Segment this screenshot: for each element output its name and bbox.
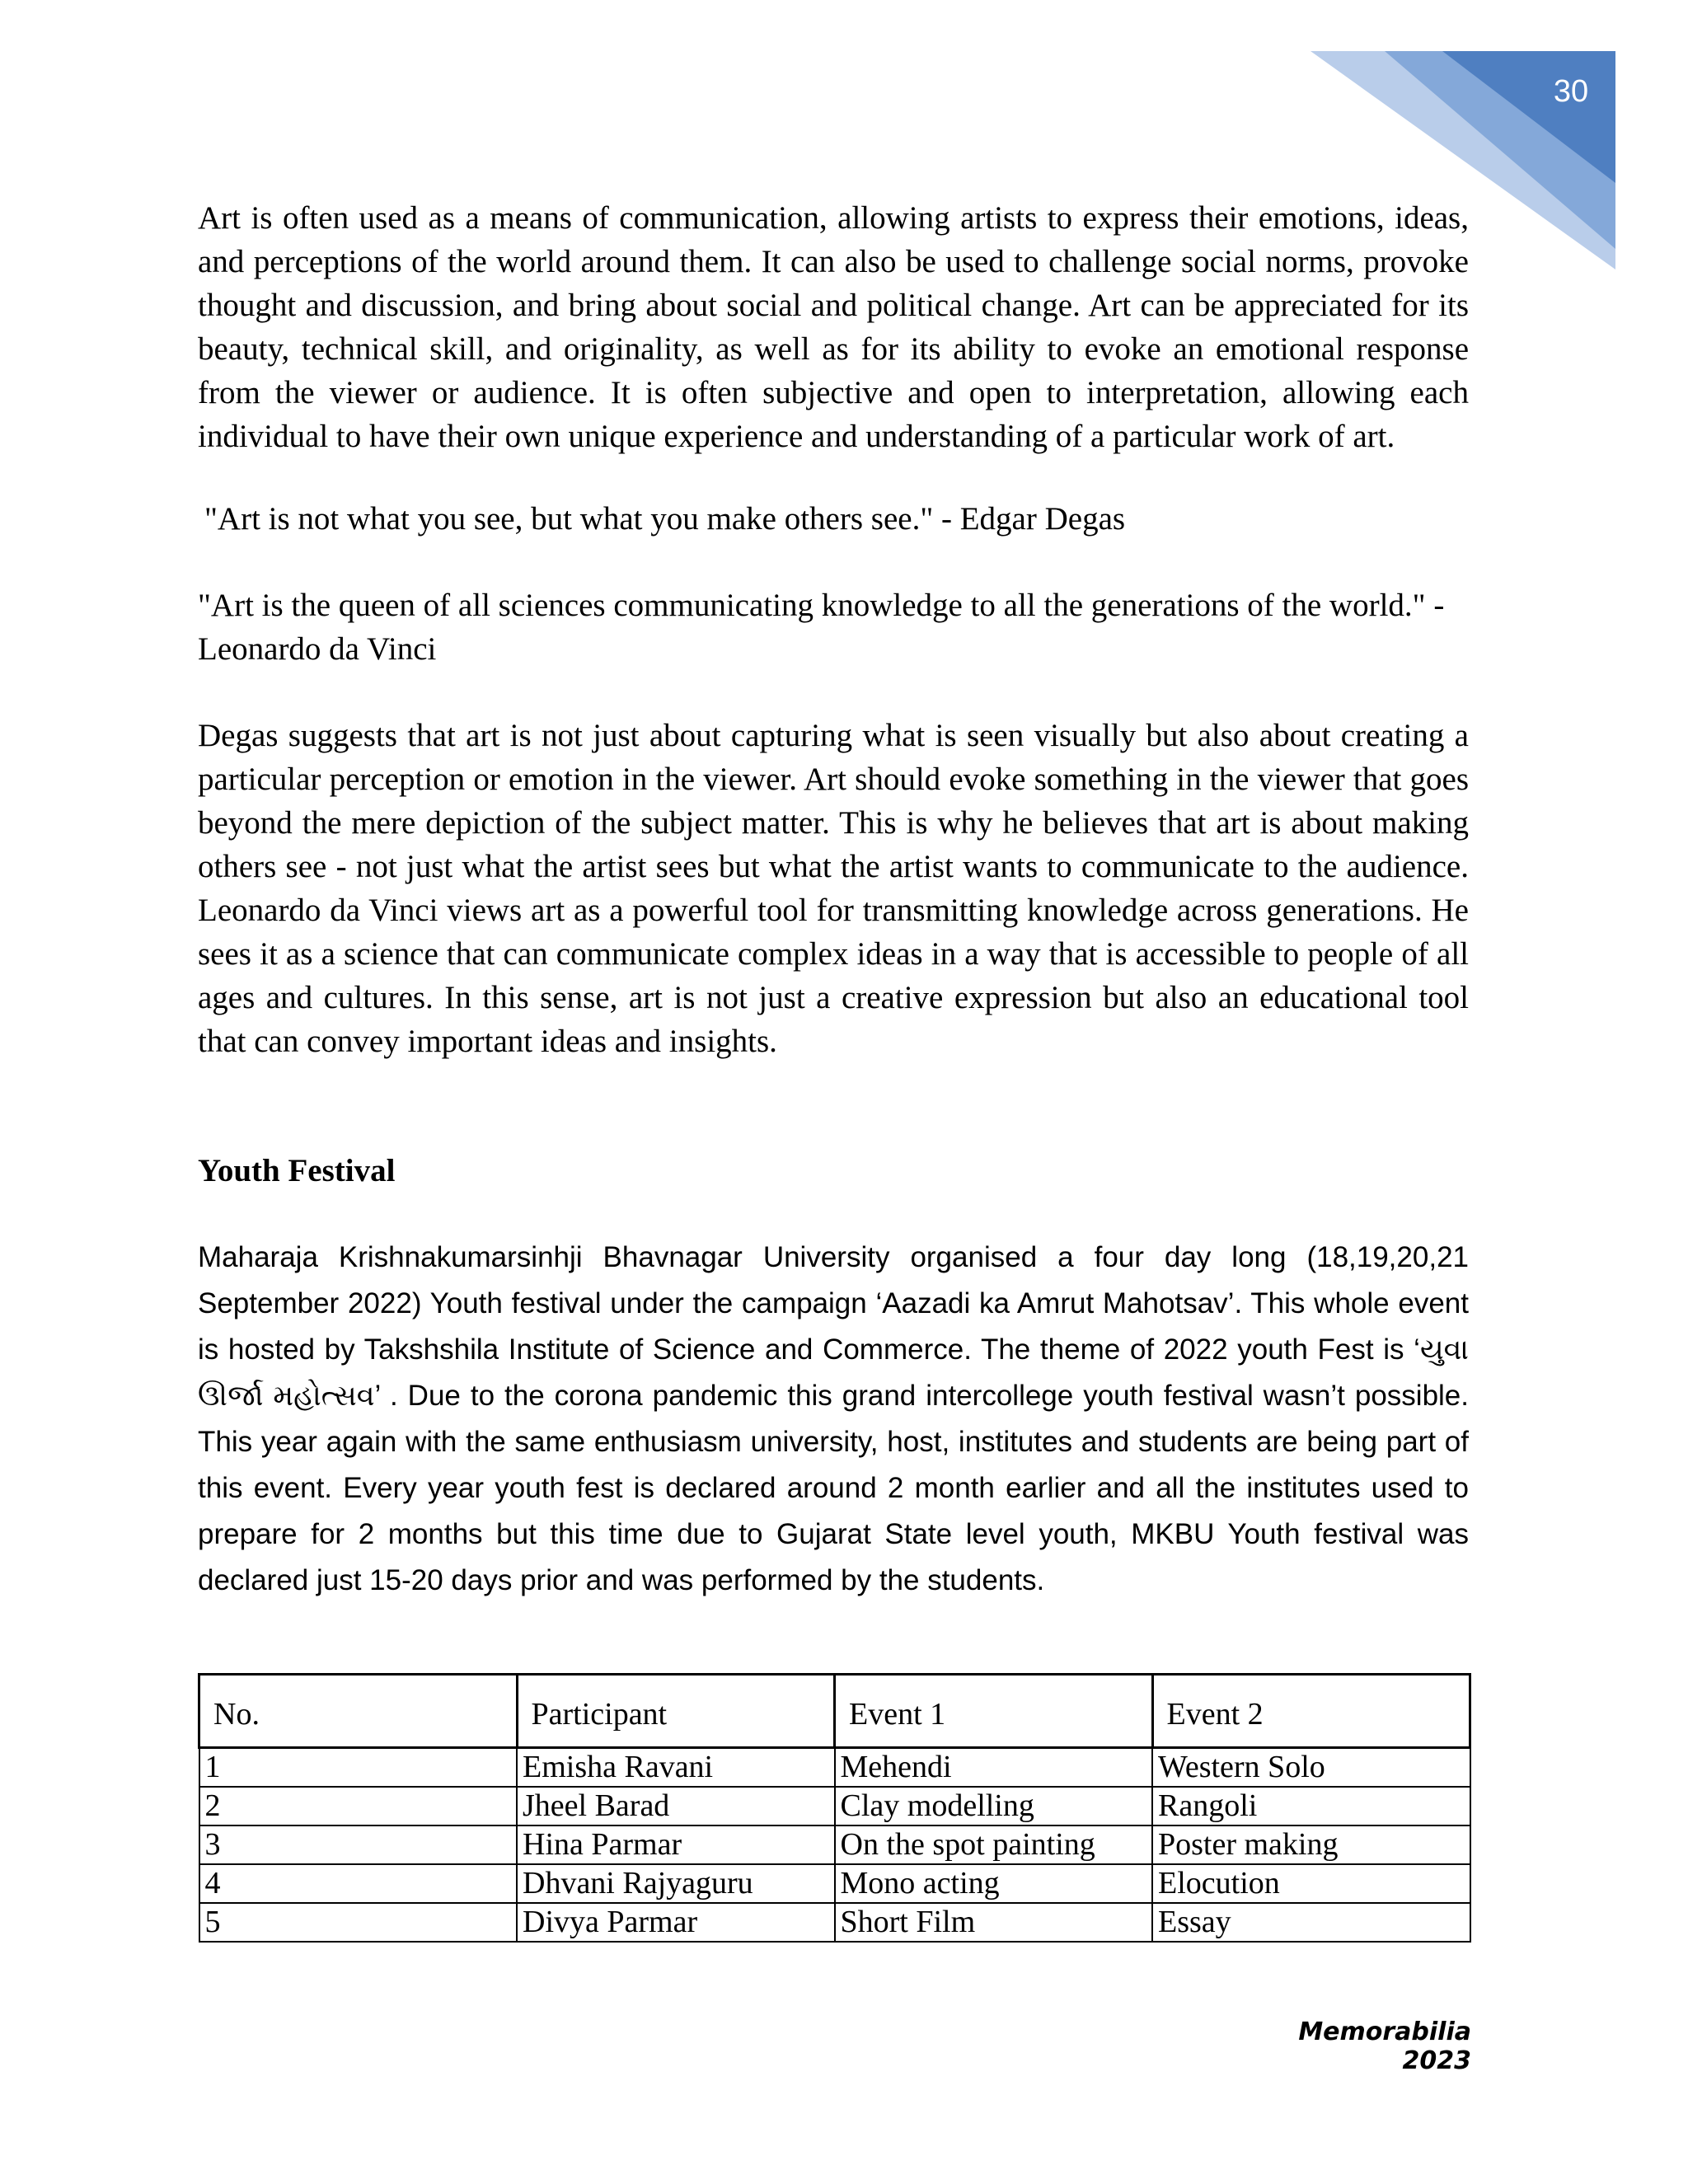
cell-event-1: Mono acting <box>835 1864 1153 1903</box>
page-number: 30 <box>1553 74 1589 109</box>
cell-event-1: Clay modelling <box>835 1787 1153 1825</box>
cell-no: 3 <box>199 1825 518 1864</box>
cell-no: 2 <box>199 1787 518 1825</box>
cell-no: 4 <box>199 1864 518 1903</box>
cell-event-2: Rangoli <box>1152 1787 1470 1825</box>
cell-no: 1 <box>199 1748 518 1788</box>
table-row <box>199 1825 1470 1864</box>
paragraph-youth-festival: Maharaja Krishnakumarsinhji Bhavnagar University organised a four day long (18,19,20,21 September 2022) Youth festival under the campaign ‘Aazadi ka Amrut Mahotsav’. This whole event is hosted by Takshshila Institute of Science and Commerce. The theme of 2022 youth Fest is ‘યુવા ઊર્જા મહોત્સવ’ . Due to the corona pandemic this grand intercollege youth festival wasn’t possible. This year again with the same enthusiasm university, host, institutes and students are being part of this event. Every year youth fest is declared around 2 month earlier and all the institutes used to prepare for 2 months but this time due to Gujarat State level youth, MKBU Youth festival was declared just 15-20 days prior and was performed by the students. <box>198 1241 1469 1596</box>
cell-event-2: Poster making <box>1152 1825 1470 1864</box>
cell-event-2: Elocution <box>1152 1864 1470 1903</box>
cell-event-2: Essay <box>1152 1903 1470 1942</box>
table-row <box>199 1864 1470 1903</box>
table-row <box>199 1787 1470 1825</box>
table-row <box>199 1903 1470 1942</box>
cell-participant: Divya Parmar <box>517 1903 835 1942</box>
table-header-row <box>199 1675 1470 1748</box>
quote-da-vinci: "Art is the queen of all sciences communicating knowledge to all the generations of the world." - Leonardo da Vinci <box>198 588 1445 667</box>
header-event-2: Event 2 <box>1152 1675 1470 1748</box>
cell-event-2: Western Solo <box>1152 1748 1470 1788</box>
cell-event-1: Short Film <box>835 1903 1153 1942</box>
cell-participant: Dhvani Rajyaguru <box>517 1864 835 1903</box>
header-participant: Participant <box>517 1675 835 1748</box>
participants-table <box>198 1673 1471 1943</box>
quote-degas: "Art is not what you see, but what you make others see." - Edgar Degas <box>204 501 1126 537</box>
cell-participant: Emisha Ravani <box>517 1748 835 1788</box>
table-row <box>199 1748 1470 1788</box>
cell-participant: Hina Parmar <box>517 1825 835 1864</box>
cell-event-1: On the spot painting <box>835 1825 1153 1864</box>
footer-memorabilia: Memorabilia 2023 <box>1298 2018 1471 2075</box>
cell-participant: Jheel Barad <box>517 1787 835 1825</box>
paragraph-art-communication: Art is often used as a means of communication, allowing artists to express their emotions, ideas, and perceptions of the world around them. It can also be used to challenge social norms, provoke thought and discussion, and bring about social and political change. Art can be appreciated for its beauty, technical skill, and originality, as well as for its ability to evoke an emotional response from the viewer or audience. It is often subjective and open to interpretation, allowing each individual to have their own unique experience and understanding of a particular work of art. <box>198 200 1469 454</box>
header-event-1: Event 1 <box>835 1675 1153 1748</box>
cell-event-1: Mehendi <box>835 1748 1153 1788</box>
cell-no: 5 <box>199 1903 518 1942</box>
header-no: No. <box>199 1675 518 1748</box>
paragraph-quote-analysis: Degas suggests that art is not just about capturing what is seen visually but also about creating a particular perception or emotion in the viewer. Art should evoke something in the viewer that goes beyond the mere depiction of the subject matter. This is why he believes that art is about making others see - not just what the artist sees but what the artist wants to communicate to the audience. Leonardo da Vinci views art as a powerful tool for transmitting knowledge across generations. He sees it as a science that can communicate complex ideas in a way that is accessible to people of all ages and cultures. In this sense, art is not just a creative expression but also an educational tool that can convey important ideas and insights. <box>198 718 1469 1059</box>
section-heading-youth-festival: Youth Festival <box>198 1153 396 1188</box>
